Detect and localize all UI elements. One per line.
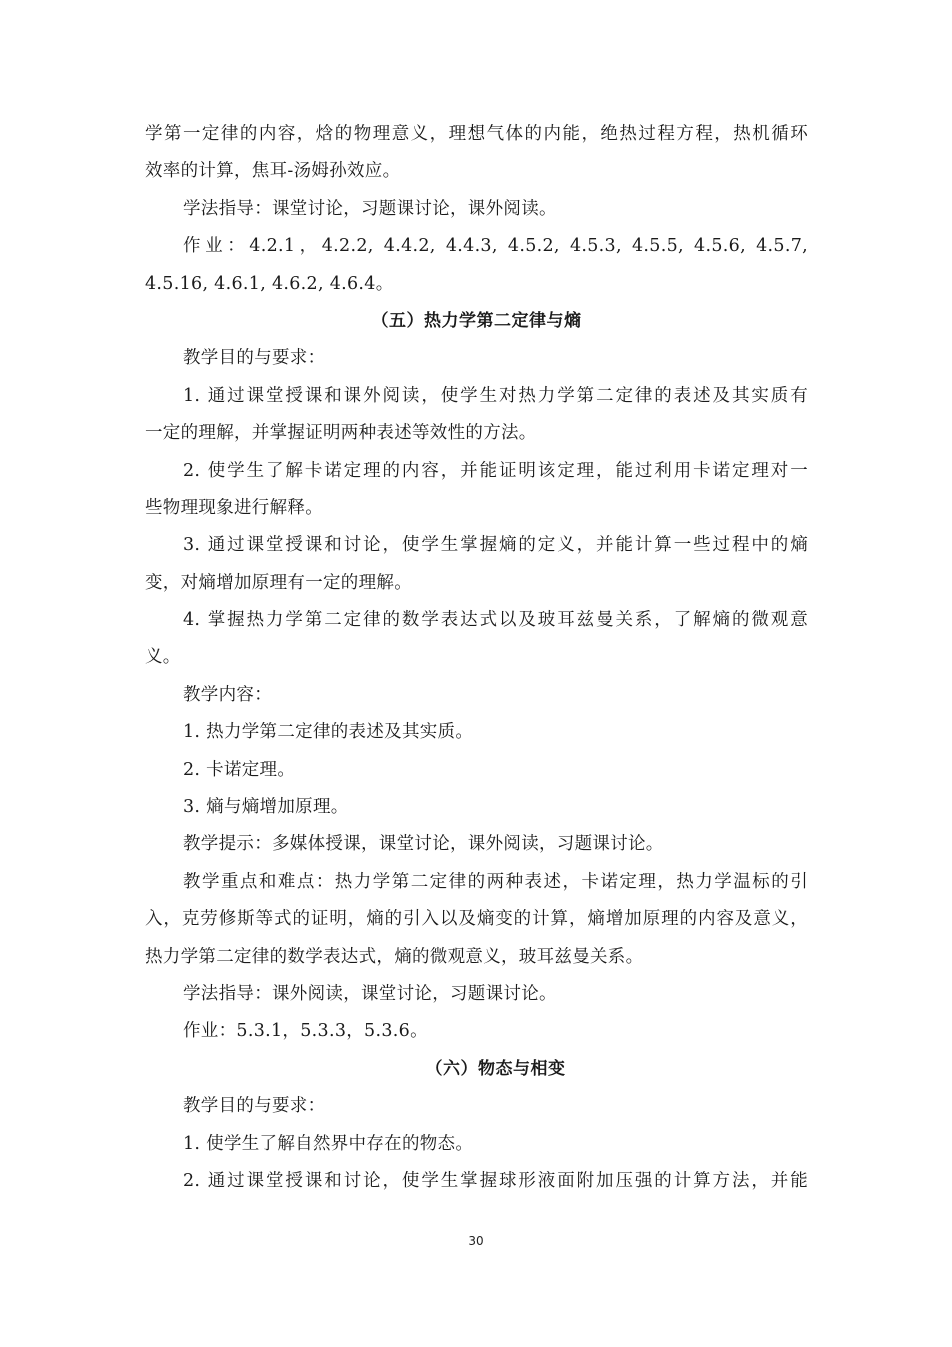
paragraph-line: 2. 使学生了解卡诺定理的内容，并能证明该定理，能过利用卡诺定理对一 — [183, 460, 808, 481]
paragraph-line: 热力学第二定律的数学表达式，熵的微观意义，玻耳兹曼关系。 — [145, 946, 644, 967]
paragraph-line: 2. 通过课堂授课和讨论，使学生掌握球形液面附加压强的计算方法，并能 — [183, 1170, 808, 1191]
paragraph-line: 作业：5.3.1，5.3.3，5.3.6。 — [183, 1021, 428, 1042]
paragraph-line: 4.5.16, 4.6.1, 4.6.2, 4.6.4。 — [145, 273, 394, 294]
paragraph-line: 2. 卡诺定理。 — [183, 759, 296, 780]
page-number: 30 — [468, 1234, 484, 1248]
section-heading: （六）物态与相变 — [425, 1058, 566, 1079]
paragraph-line: 学第一定律的内容，焓的物理意义，理想气体的内能，绝热过程方程，热机循环 — [145, 124, 808, 144]
paragraph-line: 1. 热力学第二定律的表述及其实质。 — [183, 722, 474, 743]
paragraph-line: 学法指导：课外阅读，课堂讨论，习题课讨论。 — [183, 983, 557, 1004]
paragraph-line: 1. 通过课堂授课和课外阅读，使学生对热力学第二定律的表述及其实质有 — [183, 385, 808, 406]
paragraph-line: 义。 — [145, 647, 181, 668]
paragraph-line: 一定的理解，并掌握证明两种表述等效性的方法。 — [145, 423, 537, 444]
paragraph-line: 教学内容： — [183, 684, 272, 705]
paragraph-line: 些物理现象进行解释。 — [145, 497, 323, 518]
paragraph-line: 3. 熵与熵增加原理。 — [183, 797, 349, 818]
paragraph-line: 效率的计算，焦耳-汤姆孙效应。 — [145, 161, 401, 182]
paragraph-line: 变，对熵增加原理有一定的理解。 — [145, 572, 412, 593]
paragraph-line: 4. 掌握热力学第二定律的数学表达式以及玻耳兹曼关系，了解熵的微观意 — [183, 610, 808, 631]
paragraph-line: 3. 通过课堂授课和讨论，使学生掌握熵的定义，并能计算一些过程中的熵 — [183, 535, 808, 556]
body-text — [145, 116, 808, 1200]
paragraph-line: 作业：4.2.1，4.2.2, 4.4.2, 4.4.3, 4.5.2, 4.5.3, 4.5.5, 4.5.6, 4.5.7, — [183, 236, 808, 257]
paragraph-line: 教学目的与要求： — [183, 348, 326, 369]
paragraph-line: 入，克劳修斯等式的证明，熵的引入以及熵变的计算，熵增加原理的内容及意义， — [145, 909, 808, 930]
paragraph-line: 教学提示：多媒体授课，课堂讨论，课外阅读，习题课讨论。 — [183, 834, 664, 855]
paragraph-line: 1. 使学生了解自然界中存在的物态。 — [183, 1133, 474, 1154]
paragraph-line: 教学重点和难点：热力学第二定律的两种表述，卡诺定理，热力学温标的引 — [183, 871, 808, 892]
paragraph-line: 教学目的与要求： — [183, 1096, 326, 1117]
paragraph-line: 学法指导：课堂讨论，习题课讨论，课外阅读。 — [183, 198, 557, 219]
section-heading: （五）热力学第二定律与熵 — [371, 310, 582, 331]
